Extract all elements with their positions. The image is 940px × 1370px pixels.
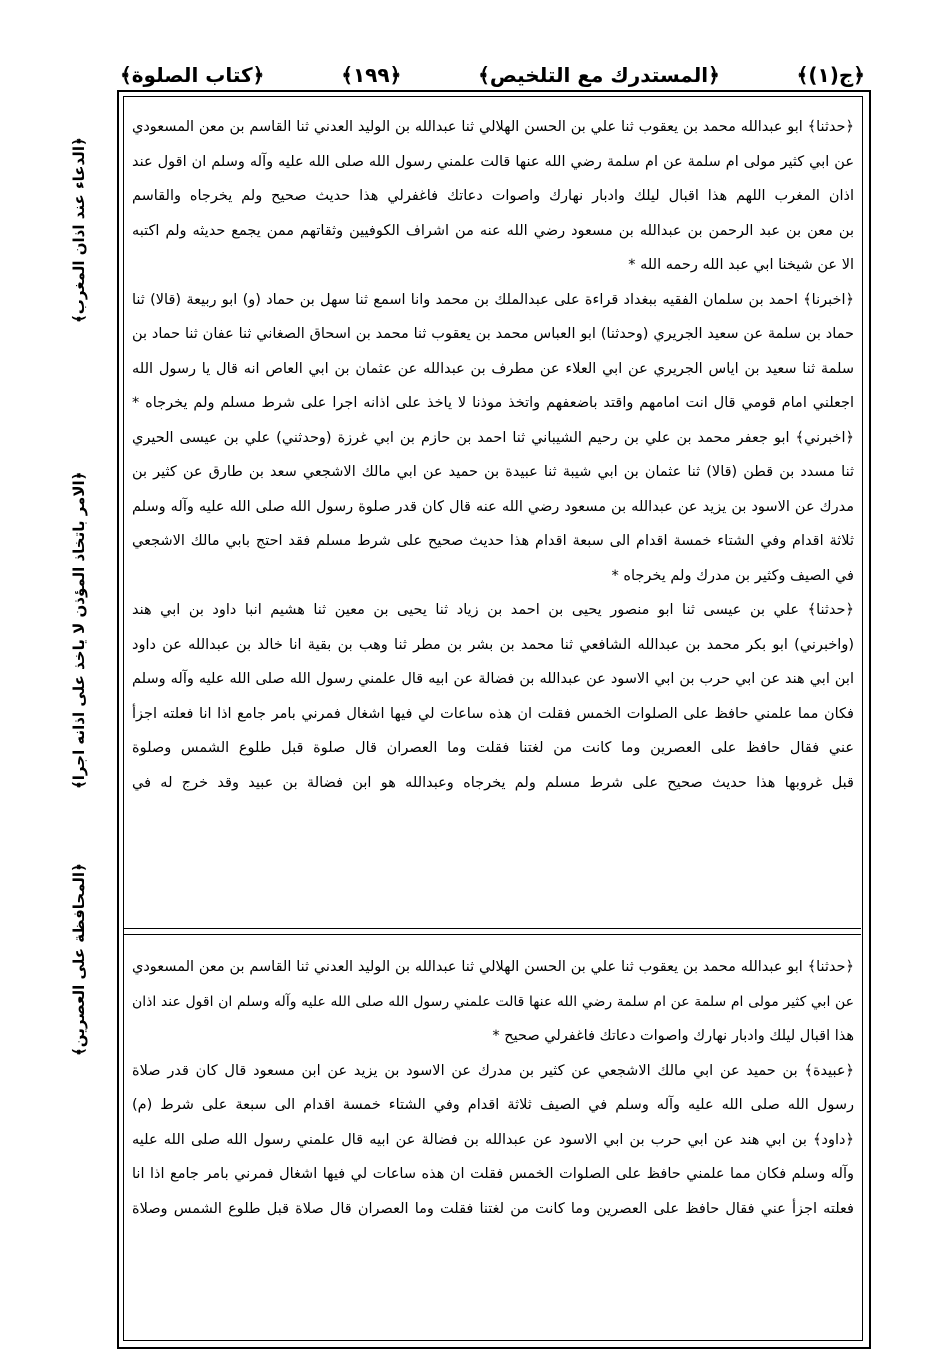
text-line: اجعلني امام قومي قال انت امامهم واقتد باضعفهم واتخذ موذنا لا ياخذ على اذانه اجرا على شرط مسلم ولم يخرجاه * [132, 395, 854, 411]
text-line: ثلاثة اقدام وفي الشتاء خمسة اقدام الى سبعة اقدام هذا حديث صحيح على شرط مسلم فقد احتج بابي مالك الاشجعي [132, 533, 854, 549]
section-divider-second [123, 934, 861, 935]
text-line: اذان المغرب اللهم هذا اقبال ليلك وادبار نهارك واصوات دعاتك فاغفرلي هذا حديث صحيح ولم يخرجاه والقاسم [132, 188, 854, 204]
text-line: فكان مما علمني حافظ على الصلوات الخمس فقلت ان هذه ساعات لي فيها اشغال فمرني بامر جامع اذا انا فعلته اجزأ [132, 705, 854, 722]
text-line: ﴿اخبرني﴾ ابو جعفر محمد بن علي بن رحيم الشيباني ثنا احمد بن حازم بن ابي غرزة (وحدثني) علي بن عيسى الحيري [132, 429, 854, 446]
book-title: ﴿المستدرك مع التلخيص﴾ [478, 63, 720, 87]
text-line: عن ابي كثير مولى ام سلمة عن ام سلمة رضي الله عنها قالت علمني رسول الله صلى الله عليه وآله وسلم ان اقول عند [132, 153, 854, 170]
text-line: ﴿حدثنا﴾ ابو عبدالله محمد بن يعقوب ثنا علي بن الحسن الهلالي ثنا عبدالله بن الوليد العدني ثنا القاسم بن معن المسعودي [132, 119, 854, 135]
text-line: وآله وسلم فكان مما علمني حافظ على الصلوات الخمس فقلت ان هذه ساعات لي فيها اشغال فمرني بامر جامع اذا انا [132, 1166, 854, 1182]
text-line: الا عن شيخنا ابي عبد الله رحمه الله * [628, 257, 854, 273]
text-line: عن ابي كثير مولى ام سلمة عن ام سلمة رضي الله عنها قالت علمني رسول الله صلى الله عليه وآله وسلم ان اقول عند اذان [132, 993, 854, 1010]
text-line: بن معن بن عبد الرحمن بن عبدالله بن مسعود رضي الله عنه من اشراف الكوفيين وثقاتهم ممن يجمع حديثه ولم اكتبه [132, 222, 854, 239]
text-line: هذا اقبال ليلك وادبار نهارك واصوات دعاتك فاغفرلي صحيح * [492, 1028, 854, 1044]
margin-note: ﴿الدعاء عند اذان المغرب﴾ [70, 137, 88, 323]
text-line: ﴿حدثنا﴾ علي بن عيسى ثنا ابو منصور يحيى بن احمد بن زياد ثنا يحيى بن معين ثنا هشيم انبا داود بن ابي هند [132, 602, 854, 618]
text-line: سلمة ثنا سعيد بن اياس الجريري عن ابي العلاء عن مطرف بن عبدالله عن عثمان بن ابي العاص انه قال يا رسول الله [132, 360, 854, 377]
text-line: عني فقال حافظ على العصرين وما كانت من لغتنا فقلت وما العصران قال صلوة قبل طلوع الشمس وصلوة [132, 740, 854, 756]
margin-notes [70, 110, 120, 1057]
text-line: ﴿حدثنا﴾ ابو عبدالله محمد بن يعقوب ثنا علي بن الحسن الهلالي ثنا عبدالله بن الوليد العدني ثنا القاسم بن معن المسعودي [132, 959, 854, 975]
text-line: (واخبرني) ابو بكر محمد بن عبدالله الشافعي ثنا محمد بن بشر بن مطر ثنا وهب بن بقية انا خالد بن عبدالله عن داود [132, 636, 854, 653]
main-text [132, 110, 854, 800]
text-line: قبل غروبها هذا حديث صحيح على شرط مسلم ولم يخرجاه وعبدالله هو ابن فضالة بن عبيد وقد خرج له في [132, 774, 854, 791]
volume-label: ﴿ج(١)﴾ [796, 63, 865, 87]
running-header [120, 55, 865, 95]
text-line: مدرك عن الاسود بن يزيد عن عبدالله بن مسعود رضي الله عنه قال كان قدر صلوة رسول الله صلى الله عليه وآله وسلم [132, 498, 854, 515]
text-line: حماد بن سلمة عن سعيد الجريري (وحدثنا) ابو العباس محمد بن يعقوب ثنا محمد بن اسحاق الصغاني ثنا عفان ثنا حماد بن [132, 326, 854, 342]
summary-text [132, 950, 854, 1226]
section-divider [123, 928, 861, 929]
text-line: ابن ابي هند عن ابي حرب بن ابي الاسود عن عبدالله بن فضالة عن ابيه قال علمني رسول الله صلى الله عليه وآله وسلم [132, 671, 854, 687]
text-line: فعلته اجزأ عني فقال حافظ على العصرين وما كانت من لغتنا فقلت وما العصران قال صلاة قبل طلوع الشمس وصلاة [132, 1200, 854, 1217]
margin-note: ﴿المحافظة على العصرين﴾ [70, 863, 88, 1057]
text-line: ﴿عبيدة﴾ بن حميد عن ابي مالك الاشجعي عن كثير بن مدرك عن الاسود بن يزيد عن ابن مسعود قال كان قدر صلاة [132, 1062, 854, 1079]
text-line: ﴿داود﴾ بن ابي هند عن ابي حرب بن ابي الاسود عن عبدالله بن فضالة عن ابيه قال علمني رسول الله صلى الله عليه [132, 1131, 854, 1148]
margin-note: ﴿الامر باتخاذ المؤذن لا ياخذ على اذانه اجرا﴾ [70, 471, 88, 789]
page-number: ﴿١٩٩﴾ [341, 63, 402, 87]
text-line: في الصيف وكثير بن مدرك ولم يخرجاه * [611, 567, 854, 584]
text-line: ثنا مسدد بن قطن (قالا) ثنا عثمان بن ابي شيبة ثنا عبيدة بن حميد عن ابي مالك الاشجعي سعد بن طارق عن كثير بن [132, 464, 854, 480]
text-line: ﴿اخبرنا﴾ احمد بن سلمان الفقيه ببغداد قراءة على عبدالملك بن محمد وانا اسمع ثنا سهل بن حماد (و) ابو ربيعة (قالا) ثنا [132, 291, 854, 308]
chapter-title: ﴿كتاب الصلوة﴾ [120, 63, 265, 87]
text-line: رسول الله صلى الله عليه وآله وسلم في الصيف ثلاثة اقدام وفي الشتاء خمسة اقدام الى سبعة على شرط (م) [132, 1097, 854, 1113]
